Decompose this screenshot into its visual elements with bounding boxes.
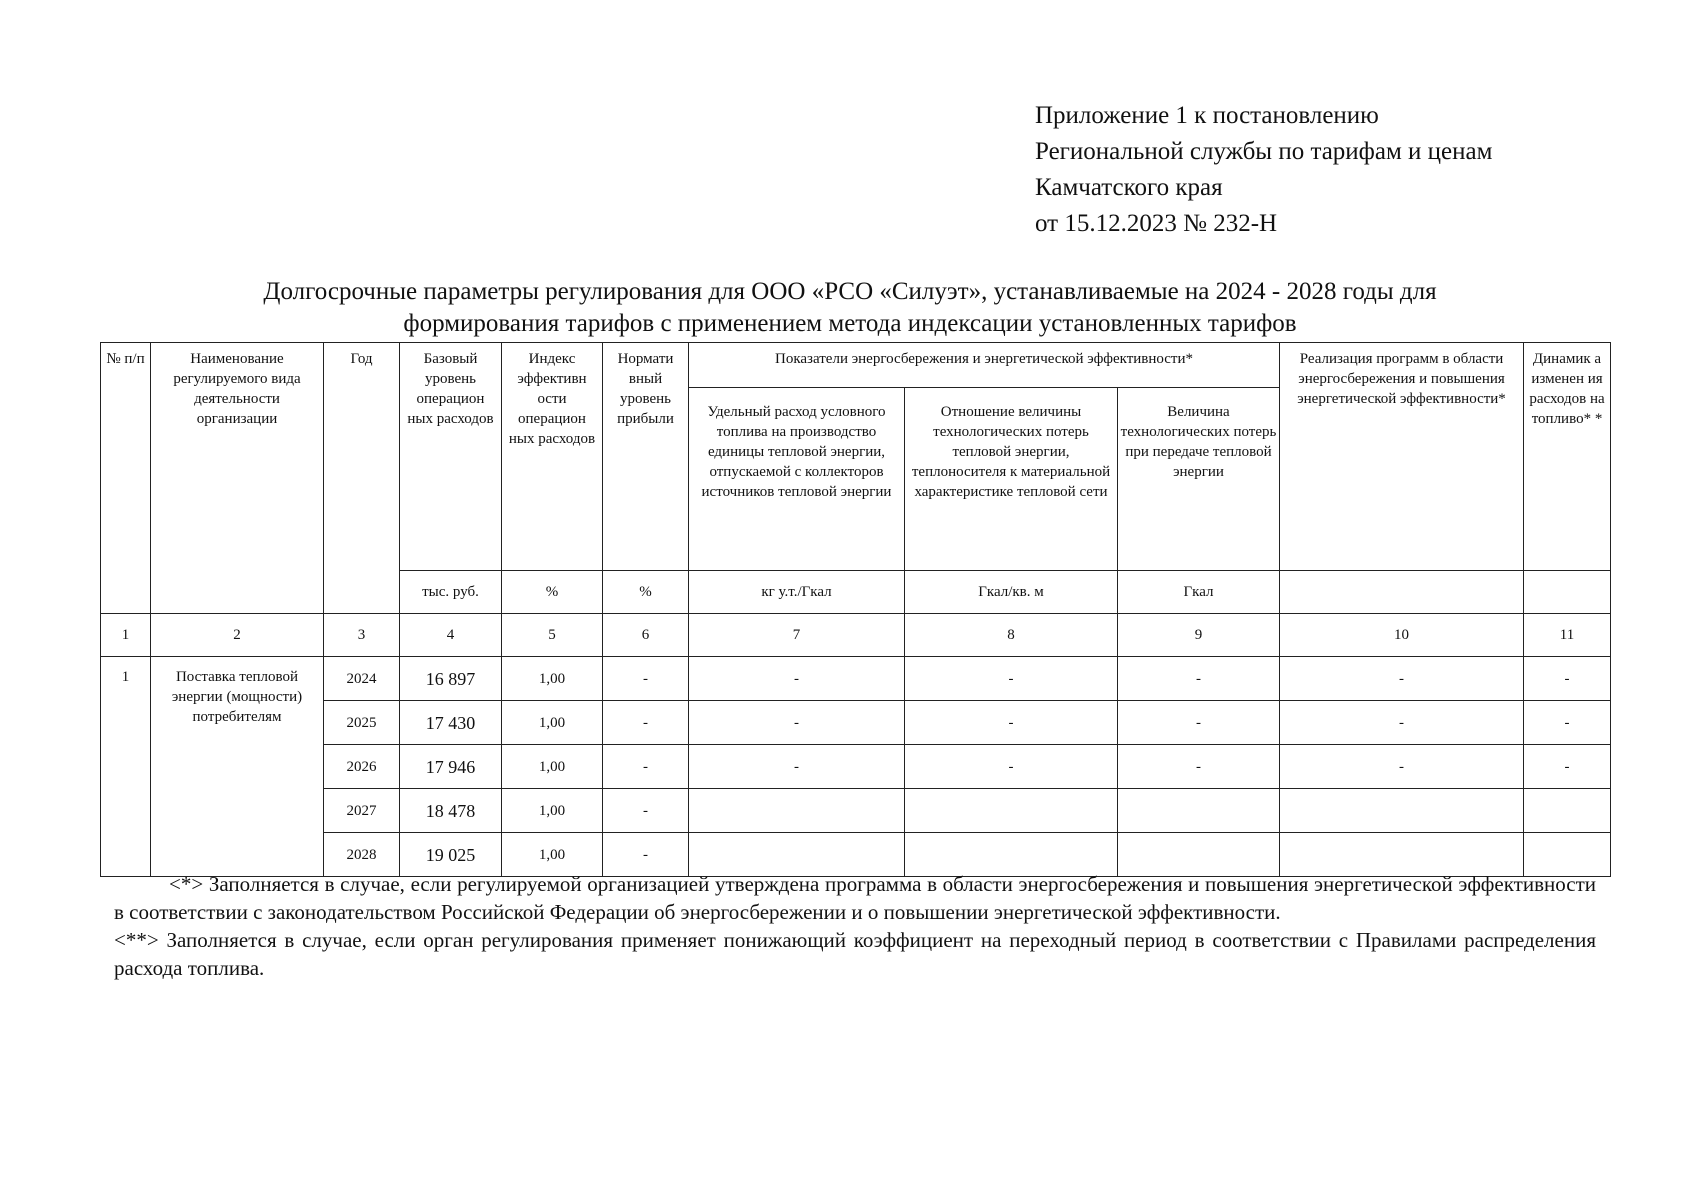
footnote-2: <**> Заполняется в случае, если орган регулирования применяет понижающий коэффициент на переходный период в соответствии с Правилами распределения расхода топлива. [114,928,1596,980]
loss-ratio-cell: - [905,745,1118,789]
programs-cell: - [1280,657,1524,701]
profit-cell: - [603,789,689,833]
column-number: 5 [502,614,603,657]
efficiency-index-cell: 1,00 [502,745,603,789]
unit-cell: % [502,571,603,614]
programs-cell: - [1280,701,1524,745]
unit-cell: кг у.т./Гкал [689,571,905,614]
header-num: № п/п [101,343,151,614]
header-programs: Реализация программ в области энергосбережения и повышения энергетической эффективности* [1280,343,1524,571]
parameters-table [100,342,1611,877]
appendix-line: Приложение 1 к постановлению [1035,102,1379,129]
unit-cell [1280,571,1524,614]
table-row [101,745,1611,789]
loss-value-cell: - [1118,657,1280,701]
fuel-dynamics-cell: - [1524,745,1611,789]
year-cell: 2024 [324,657,400,701]
column-number: 3 [324,614,400,657]
header-fuel-dynamics: Динамик а изменен ия расходов на топливо* * [1524,343,1611,571]
base-opex-cell: 19 025 [400,833,502,877]
base-opex-cell: 17 430 [400,701,502,745]
loss-ratio-cell: - [905,657,1118,701]
base-opex-cell: 16 897 [400,657,502,701]
column-number: 9 [1118,614,1280,657]
title-line: формирования тарифов с применением метода индексации установленных тарифов [403,310,1297,337]
efficiency-index-cell: 1,00 [502,833,603,877]
fuel-rate-cell [689,789,905,833]
column-number: 11 [1524,614,1611,657]
header-year: Год [324,343,400,614]
efficiency-index-cell: 1,00 [502,701,603,745]
table-row [101,789,1611,833]
footnote-1: <*> Заполняется в случае, если регулируемой организацией утверждена программа в области энергосбережения и повышения энергетической эффективности в соответствии с законодательством Российской Федерации об энергосбережении и о повышении энергетической эффективности. [114,872,1596,924]
profit-cell: - [603,657,689,701]
unit-cell: Гкал [1118,571,1280,614]
document-title [100,276,1600,340]
unit-cell: % [603,571,689,614]
fuel-dynamics-cell: - [1524,657,1611,701]
fuel-dynamics-cell [1524,789,1611,833]
year-cell: 2028 [324,833,400,877]
footnotes [114,870,1596,982]
header-energy-group: Показатели энергосбережения и энергетической эффективности* [689,343,1280,388]
efficiency-index-cell: 1,00 [502,789,603,833]
profit-cell: - [603,745,689,789]
row-number: 1 [101,657,151,877]
year-cell: 2026 [324,745,400,789]
loss-value-cell: - [1118,701,1280,745]
header-fuel-rate: Удельный расход условного топлива на производство единицы тепловой энергии, отпускаемой с коллекторов источников тепловой энергии [689,388,905,571]
unit-cell [1524,571,1611,614]
header-efficiency-index: Индекс эффективн ости операцион ных расходов [502,343,603,571]
fuel-rate-cell: - [689,745,905,789]
loss-ratio-cell: - [905,701,1118,745]
fuel-dynamics-cell: - [1524,701,1611,745]
fuel-rate-cell: - [689,657,905,701]
activity-name: Поставка тепловой энергии (мощности) потребителям [151,657,324,877]
base-opex-cell: 17 946 [400,745,502,789]
header-loss-ratio: Отношение величины технологических потерь тепловой энергии, теплоносителя к материальной характеристике тепловой сети [905,388,1118,571]
loss-ratio-cell [905,789,1118,833]
header-loss-value: Величина технологических потерь при передаче тепловой энергии [1118,388,1280,571]
appendix-line: Региональной службы по тарифам и ценам [1035,138,1493,165]
column-number: 10 [1280,614,1524,657]
column-number: 2 [151,614,324,657]
unit-cell: Гкал/кв. м [905,571,1118,614]
programs-cell [1280,789,1524,833]
appendix-block [1035,98,1492,242]
efficiency-index-cell: 1,00 [502,657,603,701]
year-cell: 2027 [324,789,400,833]
title-line: Долгосрочные параметры регулирования для ООО «РСО «Силуэт», устанавливаемые на 2024 - 2028 годы для [263,278,1437,305]
column-number: 1 [101,614,151,657]
header-profit-level: Нормати вный уровень прибыли [603,343,689,571]
column-number: 4 [400,614,502,657]
table-row [101,657,1611,701]
loss-value-cell: - [1118,745,1280,789]
profit-cell: - [603,701,689,745]
appendix-line: Камчатского края [1035,174,1223,201]
column-number: 6 [603,614,689,657]
year-cell: 2025 [324,701,400,745]
base-opex-cell: 18 478 [400,789,502,833]
unit-cell: тыс. руб. [400,571,502,614]
appendix-line: от 15.12.2023 № 232-Н [1035,210,1278,237]
loss-value-cell [1118,789,1280,833]
table-row [101,701,1611,745]
header-base-opex: Базовый уровень операцион ных расходов [400,343,502,571]
column-number: 8 [905,614,1118,657]
column-number: 7 [689,614,905,657]
profit-cell: - [603,833,689,877]
header-activity: Наименование регулируемого вида деятельности организации [151,343,324,614]
fuel-rate-cell: - [689,701,905,745]
programs-cell: - [1280,745,1524,789]
